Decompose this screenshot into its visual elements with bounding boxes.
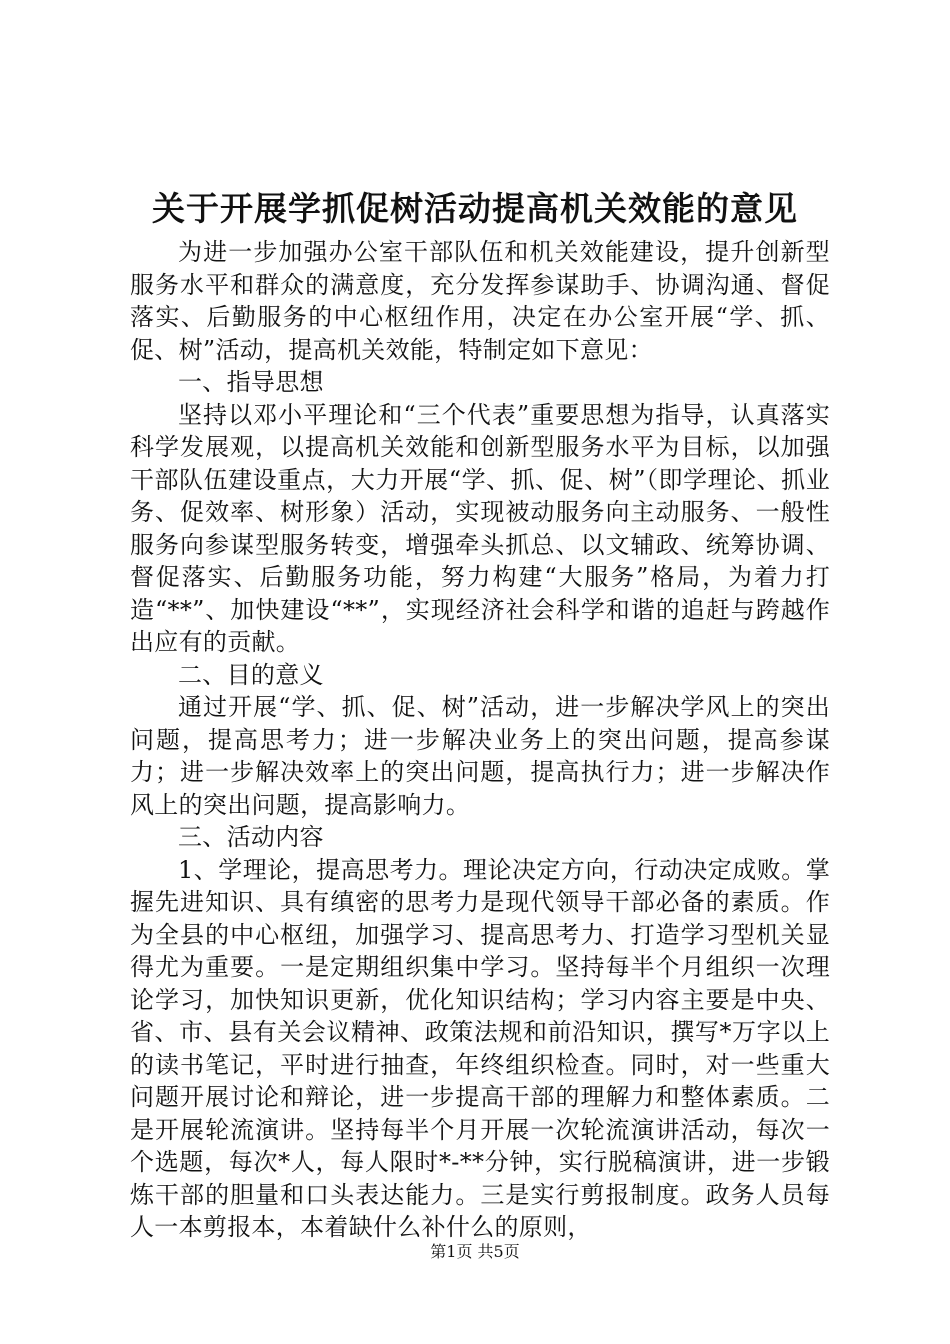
purpose-paragraph: 通过开展“学、抓、促、树”活动，进一步解决学风上的突出问题，提高思考力；进一步解决业务上的突出问题，提高参谋力；进一步解决效率上的突出问题，提高执行力；进一步解决作风上的突出问题，提高影响力。 (130, 693, 830, 819)
activities-paragraph: 1、学理论，提高思考力。理论决定方向，行动决定成败。掌握先进知识、具有缜密的思考力是现代领导干部必备的素质。作为全县的中心枢纽，加强学习、提高思考力、打造学习型机关显得尤为重要。一是定期组织集中学习。坚持每半个月组织一次理论学习，加快知识更新，优化知识结构；学习内容主要是中央、省、市、县有关会议精神、政策法规和前沿知识，撰写*万字以上的读书笔记，平时进行抽查，年终组织检查。同时，对一些重大问题开展讨论和辩论，进一步提高干部的理解力和整体素质。二是开展轮流演讲。坚持每半个月开展一次轮流演讲活动，每次一个选题，每次*人，每人限时*-**分钟，实行脱稿演讲，进一步锻炼干部的胆量和口头表达能力。三是实行剪报制度。政务人员每人一本剪报本，本着缺什么补什么的原则， (130, 855, 830, 1241)
section-heading-purpose: 二、目的意义 (178, 660, 324, 689)
section-heading-activities: 三、活动内容 (178, 823, 324, 851)
document-body (130, 236, 830, 1244)
guiding-thought-paragraph: 坚持以邓小平理论和“三个代表”重要思想为指导，认真落实科学发展观，以提高机关效能和创新型服务水平为目标，以加强干部队伍建设重点，大力开展“学、抓、促、树”（即学理论、抓业务、促效率、树形象）活动，实现被动服务向主动服务、一般性服务向参谋型服务转变，增强牵头抓总、以文辅政、统筹协调、督促落实、后勤服务功能，努力构建“大服务”格局，为着力打造“**”、加快建设“**”，实现经济社会科学和谐的追赶与跨越作出应有的贡献。 (130, 400, 830, 656)
document-title: 关于开展学抓促树活动提高机关效能的意见 (152, 189, 798, 228)
intro-paragraph: 为进一步加强办公室干部队伍和机关效能建设，提升创新型服务水平和群众的满意度，充分发挥参谋助手、协调沟通、督促落实、后勤服务的中心枢纽作用，决定在办公室开展“学、抓、促、树”活动，提高机关效能，特制定如下意见： (130, 238, 830, 364)
section-heading-guiding-thought: 一、指导思想 (178, 368, 324, 396)
page-number-footer: 第1页 共5页 (430, 1242, 520, 1261)
